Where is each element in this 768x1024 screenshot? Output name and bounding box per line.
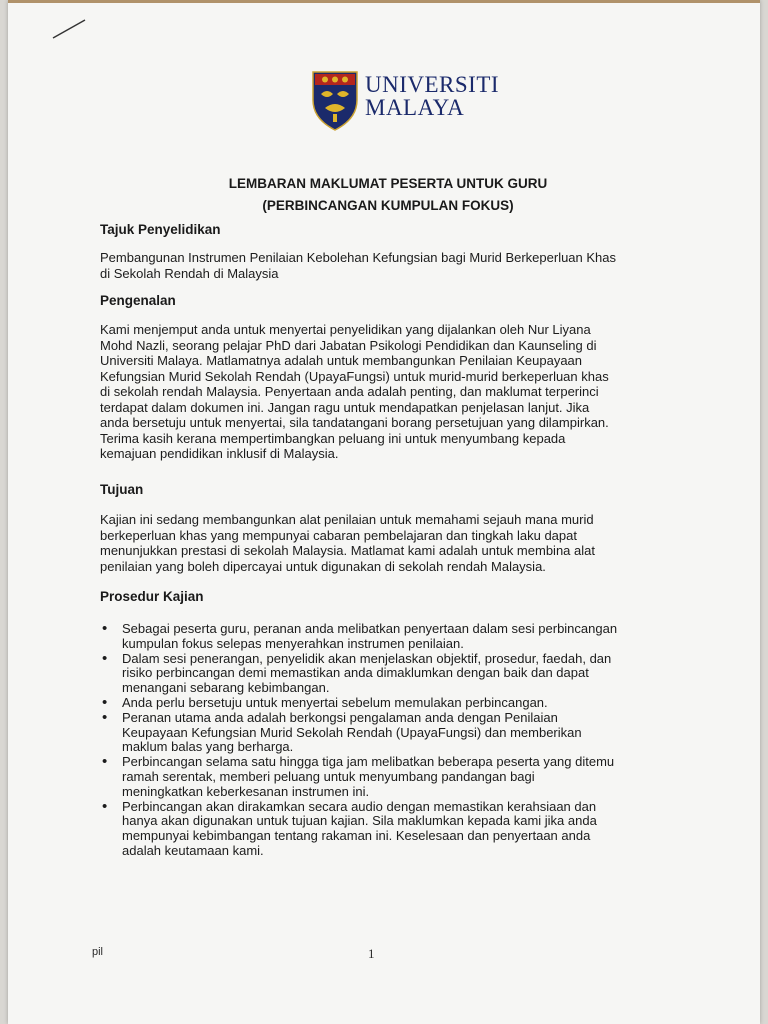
text-line: Kefungsian Murid Sekolah Rendah (UpayaFungsi) untuk murid-murid berkeperluan khas [100,368,609,384]
text-line: Kajian ini sedang membangunkan alat penilaian untuk memahami sejauh mana murid [100,512,594,527]
footer-initials: pil [92,946,104,958]
page-top-edge [8,0,760,3]
text-line: meningkatkan keberkesanan instrumen ini. [122,783,370,799]
text-line: adalah keutamaan kami. [122,842,264,858]
text-line: kemajuan pendidikan inklusif di Malaysia. [100,446,339,461]
list-item [100,696,660,711]
paragraph-tujuan [100,512,660,574]
list-item [100,800,660,859]
logo-line-2: MALAYA [365,95,465,120]
list-item [100,622,660,652]
text-line: • Dalam sesi penerangan, penyelidik akan menjelaskan objektif, prosedur, faedah, dan [122,650,612,666]
text-line: Keupayaan Kefungsian Murid Sekolah Rendah (UpayaFungsi) dan memberikan [122,724,582,740]
page-number: 1 [368,946,375,961]
text-line: menunjukkan prestasi di sekolah Malaysia. Matlamat kami adalah untuk membina alat [100,543,595,558]
document-title: LEMBARAN MAKLUMAT PESERTA UNTUK GURU [228,176,548,191]
text-line: • Perbincangan akan dirakamkan secara audio dengan memastikan kerahsiaan dan [122,798,597,814]
text-line: berkeperluan khas yang mempunyai cabaran pembelajaran dan tingkah laku dapat [100,527,577,543]
text-line: di sekolah rendah Malaysia. Penyertaan anda adalah penting, dan maklumat terperinci [100,384,599,399]
paragraph-pengenalan [100,322,660,462]
text-line: anda bersetuju untuk menyertai, sila tandatangani borang persetujuan yang dilampirkan. [100,415,609,430]
text-line: • Perbincangan selama satu hingga tiga jam melibatkan beberapa peserta yang ditemu [122,754,615,770]
text-line: Mohd Nazli, seorang pelajar PhD dari Jabatan Psikologi Pendidikan dan Kaunseling di [100,337,597,353]
text-line: kumpulan fokus selepas menyerahkan instrumen penilaian. [122,635,464,651]
text-line: • Peranan utama anda adalah berkongsi pengalaman anda dengan Penilaian [122,709,558,725]
heading-pengenalan: Pengenalan [100,293,176,308]
heading-tajuk: Tajuk Penyelidikan [100,222,221,237]
text-line: • Anda perlu bersetuju untuk menyertai sebelum memulakan perbincangan. [122,694,548,710]
procedure-list [100,622,660,859]
text-line: terdapat dalam dokumen ini. Jangan ragu untuk mendapatkan penjelasan lanjut. Jika [100,399,590,415]
text-line: Universiti Malaya. Matlamatnya adalah untuk membangunkan Penilaian Keupayaan [100,353,583,368]
list-item [100,652,660,696]
text-line: Pembangunan Instrumen Penilaian Kebolehan Kefungsian bagi Murid Berkeperluan Khas [100,250,617,265]
list-item [100,755,660,799]
logo-line-1: UNIVERSITI [365,72,500,97]
text-line: Kami menjemput anda untuk menyertai penyelidikan yang dijalankan oleh Nur Liyana [100,322,591,337]
text-line: maklum balas yang berharga. [122,739,294,755]
document-page [8,0,760,1024]
text-line: • Sebagai peserta guru, peranan anda melibatkan penyertaan dalam sesi perbincangan [122,621,618,636]
text-line: menangani sebarang kebimbangan. [122,680,330,696]
logo-text [365,73,499,119]
document-subtitle: (PERBINCANGAN KUMPULAN FOKUS) [262,198,514,213]
pen-stroke-mark [50,14,90,44]
text-line: Terima kasih kerana mempertimbangkan peluang ini untuk menyumbang kepada [100,430,566,446]
paragraph-tajuk [100,250,660,281]
text-line: hanya akan digunakan untuk tujuan kajian. Sila maklumkan kepada kami jika anda [122,813,597,829]
text-line: ramah serentak, memberi peluang untuk menyumbang pandangan bagi [122,768,535,784]
crest-icon [311,70,359,132]
text-line: mempunyai kebimbangan tentang rakaman ini. Keselesaan dan penyertaan anda [122,828,591,844]
text-line: risiko perbincangan demi memastikan anda dimaklumkan dengan baik dan dapat [122,665,589,681]
heading-prosedur: Prosedur Kajian [100,589,204,604]
university-logo [311,70,499,132]
text-line: di Sekolah Rendah di Malaysia [100,265,279,281]
list-item [100,711,660,755]
text-line: penilaian yang boleh dipercayai untuk digunakan di sekolah rendah Malaysia. [100,558,546,574]
heading-tujuan: Tujuan [100,482,144,497]
